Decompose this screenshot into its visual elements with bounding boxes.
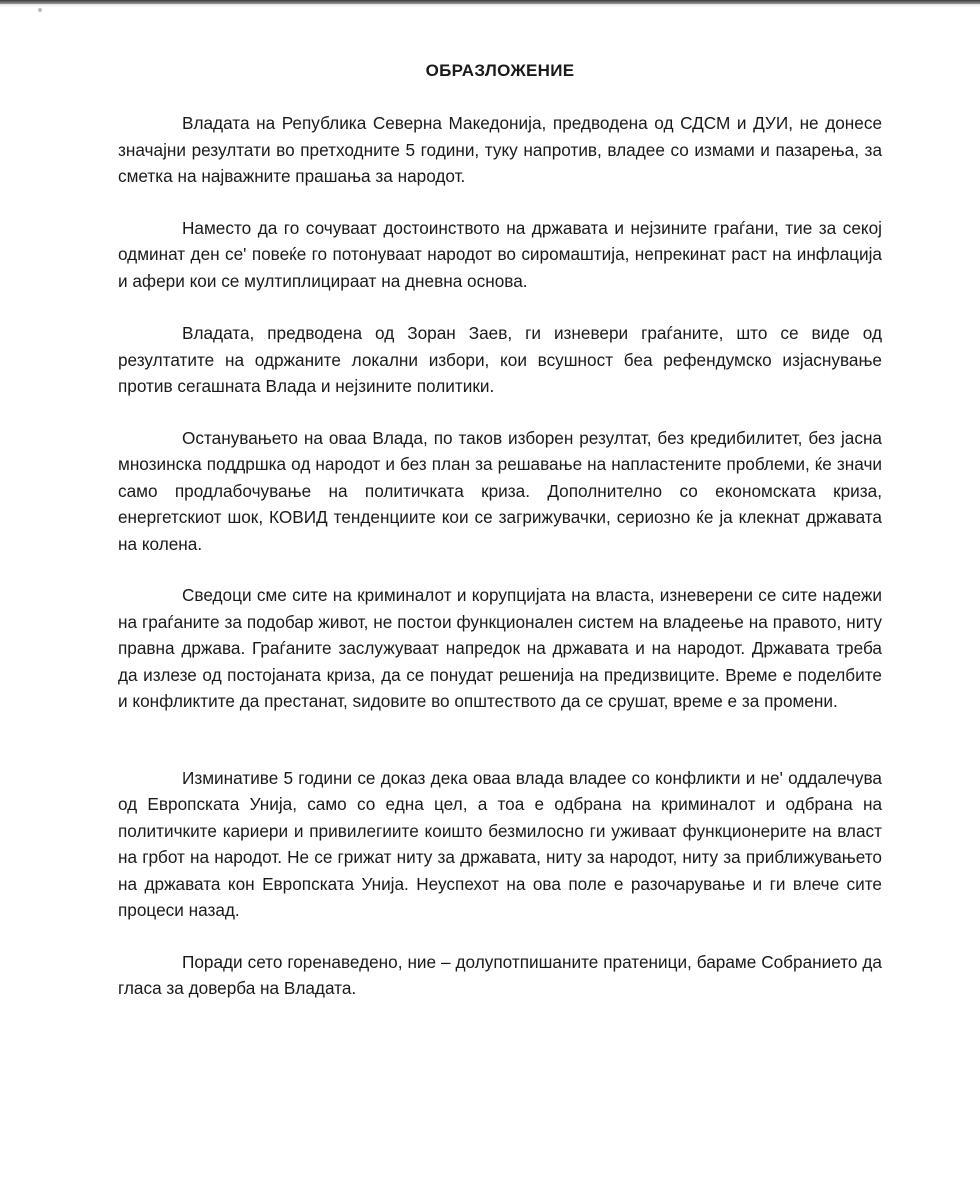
paragraph-6: Изминативе 5 години се доказ дека оваа влада владее со конфликти и не' оддалечува од Европската Унија, само со една цел, а тоа е одбрана на криминалот и одбрана на политичките кариери и привилегиите коишто безмилосно ги уживаат функционерите на власт на грбот на народот. Не се грижат ниту за државата, ниту за народот, ниту за приближувањето на државата кон Европската Унија. Неуспехот на ова поле е разочарување и ги влече сите процеси назад. — [118, 767, 882, 920]
document-title: ОБРАЗЛОЖЕНИЕ — [425, 61, 575, 80]
paragraph-5: Сведоци сме сите на криминалот и корупцијата на власта, изневерени се сите надежи на граѓаните за подобар живот, не постои функционален систем на владеење на правото, ниту правна држава. Граѓаните заслужуваат напредок на државата и на народот. Државата треба да излезе од постојаната криза, да се понудат решенија на предизвиците. Време е поделбите и конфликтите да престанат, ѕидовите во општеството да се срушат, време е за промени. — [118, 585, 882, 711]
paragraph-4: Останувањето на оваа Влада, по таков изборен резултат, без кредибилитет, без јасна мнозинска поддршка од народот и без план за решавање на напластените проблеми, ќе значи само продлабочување на политичката криза. Дополнително со економската криза, енергетскиот шок, КОВИД тенденциите кои се загрижувачки, сериозно ќе ја клекнат државата на колена. — [118, 427, 882, 554]
paragraph-1: Владата на Република Северна Македонија, предводена од СДСМ и ДУИ, не донесе значајни резултати во претходните 5 години, туку напротив, владее со измами и пазарења, за сметка на најважните прашања за народот. — [118, 113, 882, 186]
document-page — [118, 58, 882, 1002]
scan-top-shadow — [0, 4, 980, 7]
paragraph-3: Владата, предводена од Зоран Заев, ги изневери граѓаните, што се виде од резултатите на одржаните локални избори, кои всушност беа рефендумско изјаснување против сегашната Влада и нејзините политики. — [118, 323, 882, 396]
scan-dot-mark — [38, 8, 42, 12]
paragraph-2: Наместо да го сочуваат достоинството на државата и нејзините граѓани, тие за секој одминат ден се' повеќе го потонуваат народот во сиромаштија, непрекинат раст на инфлација и афери кои се мултиплицираат на дневна основа. — [118, 217, 882, 291]
paragraph-7: Поради сето горенаведено, ние – долупотпишаните пратеници, бараме Собранието да гласа за доверба на Владата. — [118, 951, 882, 998]
